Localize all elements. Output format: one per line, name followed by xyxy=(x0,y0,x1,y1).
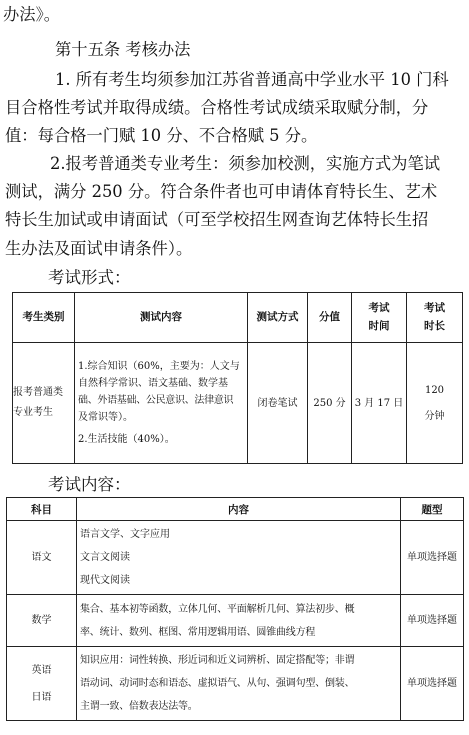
header-line: 考试 xyxy=(424,302,445,314)
cell-line: 语动词、动词时态和语态、虚拟语气、从句、强调句型、倒装、 xyxy=(80,678,355,689)
cell-line: 专业考生 xyxy=(13,407,53,418)
cell-content xyxy=(77,595,401,647)
header-content: 测试内容 xyxy=(75,293,248,343)
text-line: 目合格性考试并取得成绩。合格性考试成绩采取赋分制，分 xyxy=(5,98,429,117)
cell-line: 及常识等）。 xyxy=(78,412,133,423)
header-content: 内容 xyxy=(77,498,401,521)
cell-line: 1.综合知识（60%，主要为：人文与 xyxy=(78,361,240,372)
cell-line: 英语 xyxy=(31,664,52,676)
cell-line: 文言文阅读 xyxy=(80,552,130,563)
article-heading: 第十五条 考核办法 xyxy=(55,40,191,59)
text-line: 生办法及面试申请条件）。 xyxy=(5,239,193,258)
table-header-row xyxy=(7,498,464,521)
cell-line: 率、统计、数列、框图、常用逻辑用语、圆锥曲线方程 xyxy=(80,626,316,638)
table-row xyxy=(7,595,464,647)
cell-question-type: 单项选择题 xyxy=(401,647,464,721)
header-method: 测试方式 xyxy=(248,293,308,343)
header-question-type: 题型 xyxy=(401,498,464,521)
cell-content xyxy=(75,343,248,464)
text-line: 1. 所有考生均须参加江苏省普通高中学业水平 10 门科 xyxy=(55,70,449,89)
cell-line: 础、外语基础、公民意识、法律意识 xyxy=(78,395,234,406)
cell-line: 报考普通类 xyxy=(13,387,63,398)
cell-content xyxy=(77,521,401,595)
exam-content-table xyxy=(6,497,464,721)
cell-subject: 数学 xyxy=(7,595,77,647)
header-duration xyxy=(407,293,463,343)
text-line: 办法》。 xyxy=(3,5,60,24)
cell-line: 现代文阅读 xyxy=(80,575,130,586)
exam-form-label: 考试形式： xyxy=(48,268,131,287)
cell-question-type: 单项选择题 xyxy=(401,521,464,595)
cell-line: 120 xyxy=(424,384,445,396)
table-row xyxy=(13,343,463,464)
cell-method: 闭卷笔试 xyxy=(248,343,308,464)
header-subject: 科目 xyxy=(7,498,77,521)
exam-form-table xyxy=(12,292,463,464)
cell-duration xyxy=(407,343,463,464)
header-line: 时间 xyxy=(368,320,390,332)
text-line: 值：每合格一门赋 10 分、不合格赋 5 分。 xyxy=(5,126,318,145)
cell-line: 分钟 xyxy=(424,410,445,422)
table-row xyxy=(7,521,464,595)
cell-line: 2.生活技能（40%）。 xyxy=(78,434,175,445)
cell-category xyxy=(13,343,75,464)
cell-question-type: 单项选择题 xyxy=(401,595,464,647)
cell-line: 日语 xyxy=(31,691,52,703)
cell-line: 知识应用：词性转换、形近词和近义词辨析、固定搭配等；非谓 xyxy=(80,655,355,666)
header-time xyxy=(352,293,407,343)
text-line: 特长生加试或申请面试（可至学校招生网查询艺体特长生招 xyxy=(5,210,429,229)
header-line: 时长 xyxy=(424,320,445,332)
cell-date: 3 月 17 日 xyxy=(352,343,407,464)
header-category: 考生类别 xyxy=(13,293,75,343)
cell-content xyxy=(77,647,401,721)
cell-line: 自然科学常识、语文基础、数学基 xyxy=(78,378,228,389)
cell-subject: 语文 xyxy=(7,521,77,595)
header-line: 考试 xyxy=(368,302,390,314)
text-line: 2.报考普通类专业考生：须参加校测，实施方式为笔试 xyxy=(50,154,441,173)
cell-subject xyxy=(7,647,77,721)
table-row xyxy=(7,647,464,721)
cell-line: 语言文学、文字应用 xyxy=(80,529,170,540)
cell-line: 集合、基本初等函数，立体几何、平面解析几何、算法初步、概 xyxy=(80,603,355,615)
text-line: 测试，满分 250 分。符合条件者也可申请体育特长生、艺术 xyxy=(5,182,438,201)
table-header-row xyxy=(13,293,463,343)
exam-content-label: 考试内容： xyxy=(48,475,131,494)
header-score: 分值 xyxy=(308,293,352,343)
cell-score: 250 分 xyxy=(308,343,352,464)
cell-line: 主谓一致、倍数表达法等。 xyxy=(80,701,198,712)
